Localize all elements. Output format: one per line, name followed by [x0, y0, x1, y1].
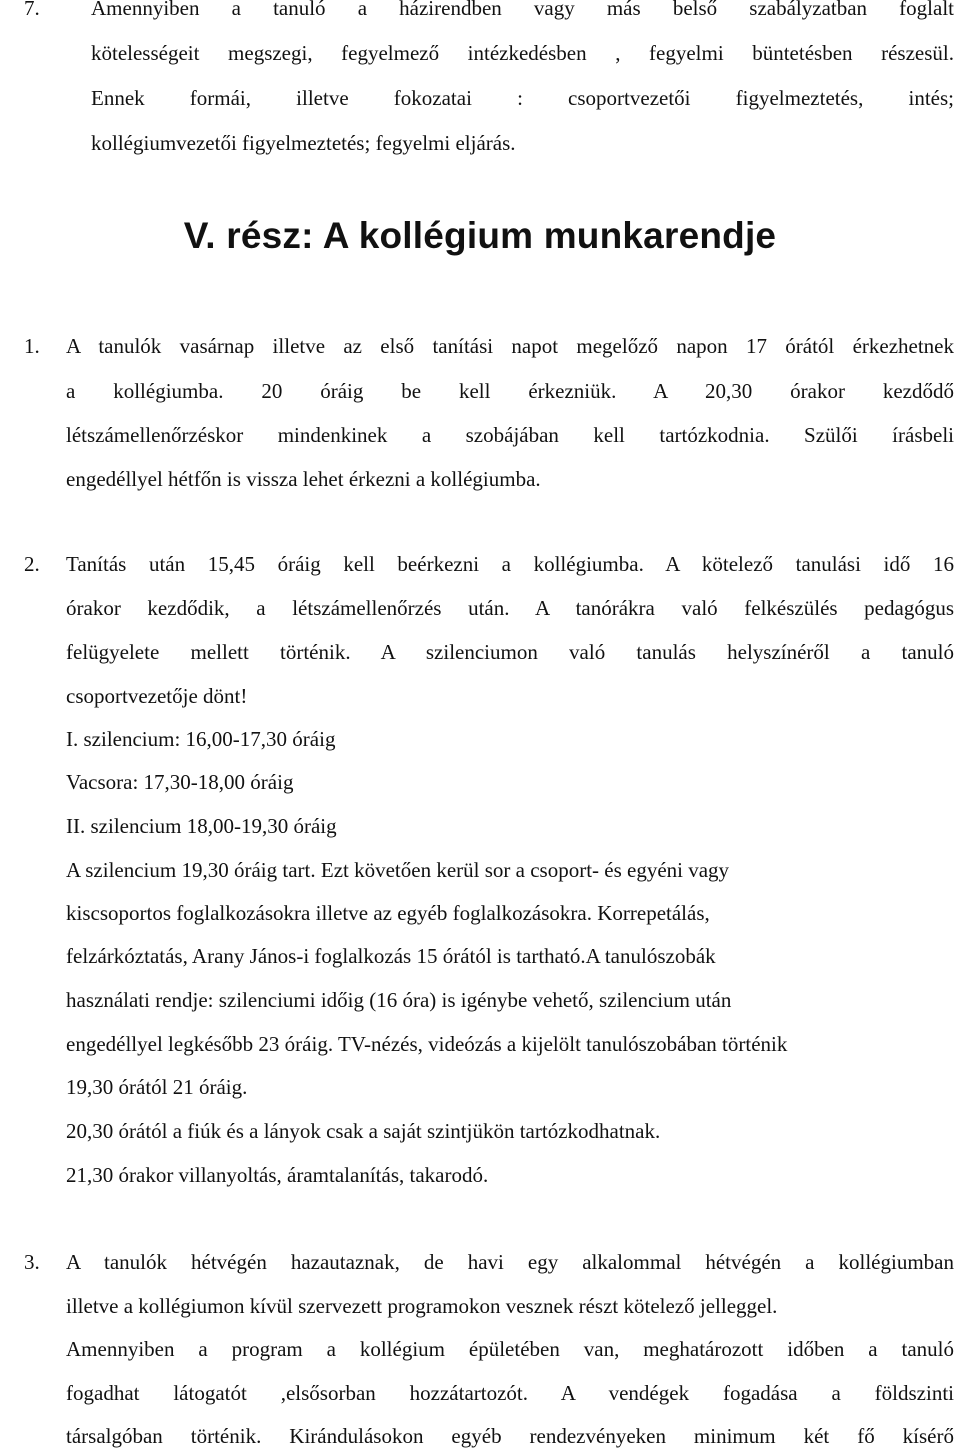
item-2-line-1: Tanítás után 15,45 óráig kell beérkezni a kollégiumba. A kötelező tanulási idő 16: [66, 552, 954, 576]
item-3-line-1: A tanulók hétvégén hazautaznak, de havi egy alkalommal hétvégén a kollégiumban: [66, 1250, 954, 1274]
item-3-line-2: illetve a kollégiumon kívül szervezett programokon vesznek részt kötelező jelleggel.: [66, 1294, 778, 1318]
item-7-line-3: Ennek formái, illetve fokozatai : csoportvezetői figyelmeztetés, intés;: [91, 86, 954, 110]
section-heading: V. rész: A kollégium munkarendje: [183, 215, 777, 256]
item-2-line-3: felügyelete mellett történik. A szilenciumon való tanulás helyszínéről a tanuló: [66, 640, 954, 664]
item-3-line-5: társalgóban történik. Kirándulásokon egyéb rendezvényeken minimum két fő kísérő: [66, 1424, 954, 1448]
item-2-line-4: csoportvezetője dönt!: [66, 684, 248, 708]
item-2-line-10: felzárkóztatás, Arany János-i foglalkozás 15 órától is tartható.A tanulószobák: [66, 944, 716, 968]
item-2-line-11: használati rendje: szilenciumi időig (16 óra) is igénybe vehető, szilencium után: [66, 988, 732, 1012]
item-3-number: 3.: [24, 1250, 40, 1274]
item-7-line-1: Amennyiben a tanuló a házirendben vagy más belső szabályzatban foglalt: [91, 0, 954, 20]
item-2-line-2: órakor kezdődik, a létszámellenőrzés után. A tanórákra való felkészülés pedagógus: [66, 596, 954, 620]
item-3-line-3: Amennyiben a program a kollégium épületében van, meghatározott időben a tanuló: [66, 1337, 954, 1361]
item-1-line-1: A tanulók vasárnap illetve az első tanítási napot megelőző napon 17 órától érkezhetnek: [66, 334, 954, 358]
item-1-number: 1.: [24, 334, 40, 358]
item-2-line-12: engedéllyel legkésőbb 23 óráig. TV-nézés, videózás a kijelölt tanulószobában történik: [66, 1032, 788, 1056]
item-2-line-7: II. szilencium 18,00-19,30 óráig: [66, 814, 337, 838]
item-1-line-3: létszámellenőrzéskor mindenkinek a szobájában kell tartózkodnia. Szülői írásbeli: [66, 423, 954, 447]
item-3-line-4: fogadhat látogatót ,elsősorban hozzátartozót. A vendégek fogadása a földszinti: [66, 1381, 954, 1405]
item-7-number: 7.: [24, 0, 40, 20]
item-7-line-4: kollégiumvezetői figyelmeztetés; fegyelmi eljárás.: [91, 131, 516, 155]
item-2-line-13: 19,30 órától 21 óráig.: [66, 1075, 248, 1099]
item-1-line-2: a kollégiumba. 20 óráig be kell érkezniük. A 20,30 órakor kezdődő: [66, 379, 954, 403]
item-7-line-2: kötelességeit megszegi, fegyelmező intézkedésben , fegyelmi büntetésben részesül.: [91, 41, 954, 65]
item-2-line-14: 20,30 órától a fiúk és a lányok csak a saját szintjükön tartózkodhatnak.: [66, 1119, 661, 1143]
item-2-line-5: I. szilencium: 16,00-17,30 óráig: [66, 727, 336, 751]
item-2-number: 2.: [24, 552, 40, 576]
item-1-line-4: engedéllyel hétfőn is vissza lehet érkezni a kollégiumba.: [66, 467, 541, 491]
item-2-line-9: kiscsoportos foglalkozásokra illetve az egyéb foglalkozásokra. Korrepetálás,: [66, 901, 710, 925]
item-2-line-15: 21,30 órakor villanyoltás, áramtalanítás, takarodó.: [66, 1163, 489, 1187]
item-2-line-6: Vacsora: 17,30-18,00 óráig: [66, 770, 294, 794]
item-2-line-8: A szilencium 19,30 óráig tart. Ezt követően kerül sor a csoport- és egyéni vagy: [66, 858, 730, 882]
